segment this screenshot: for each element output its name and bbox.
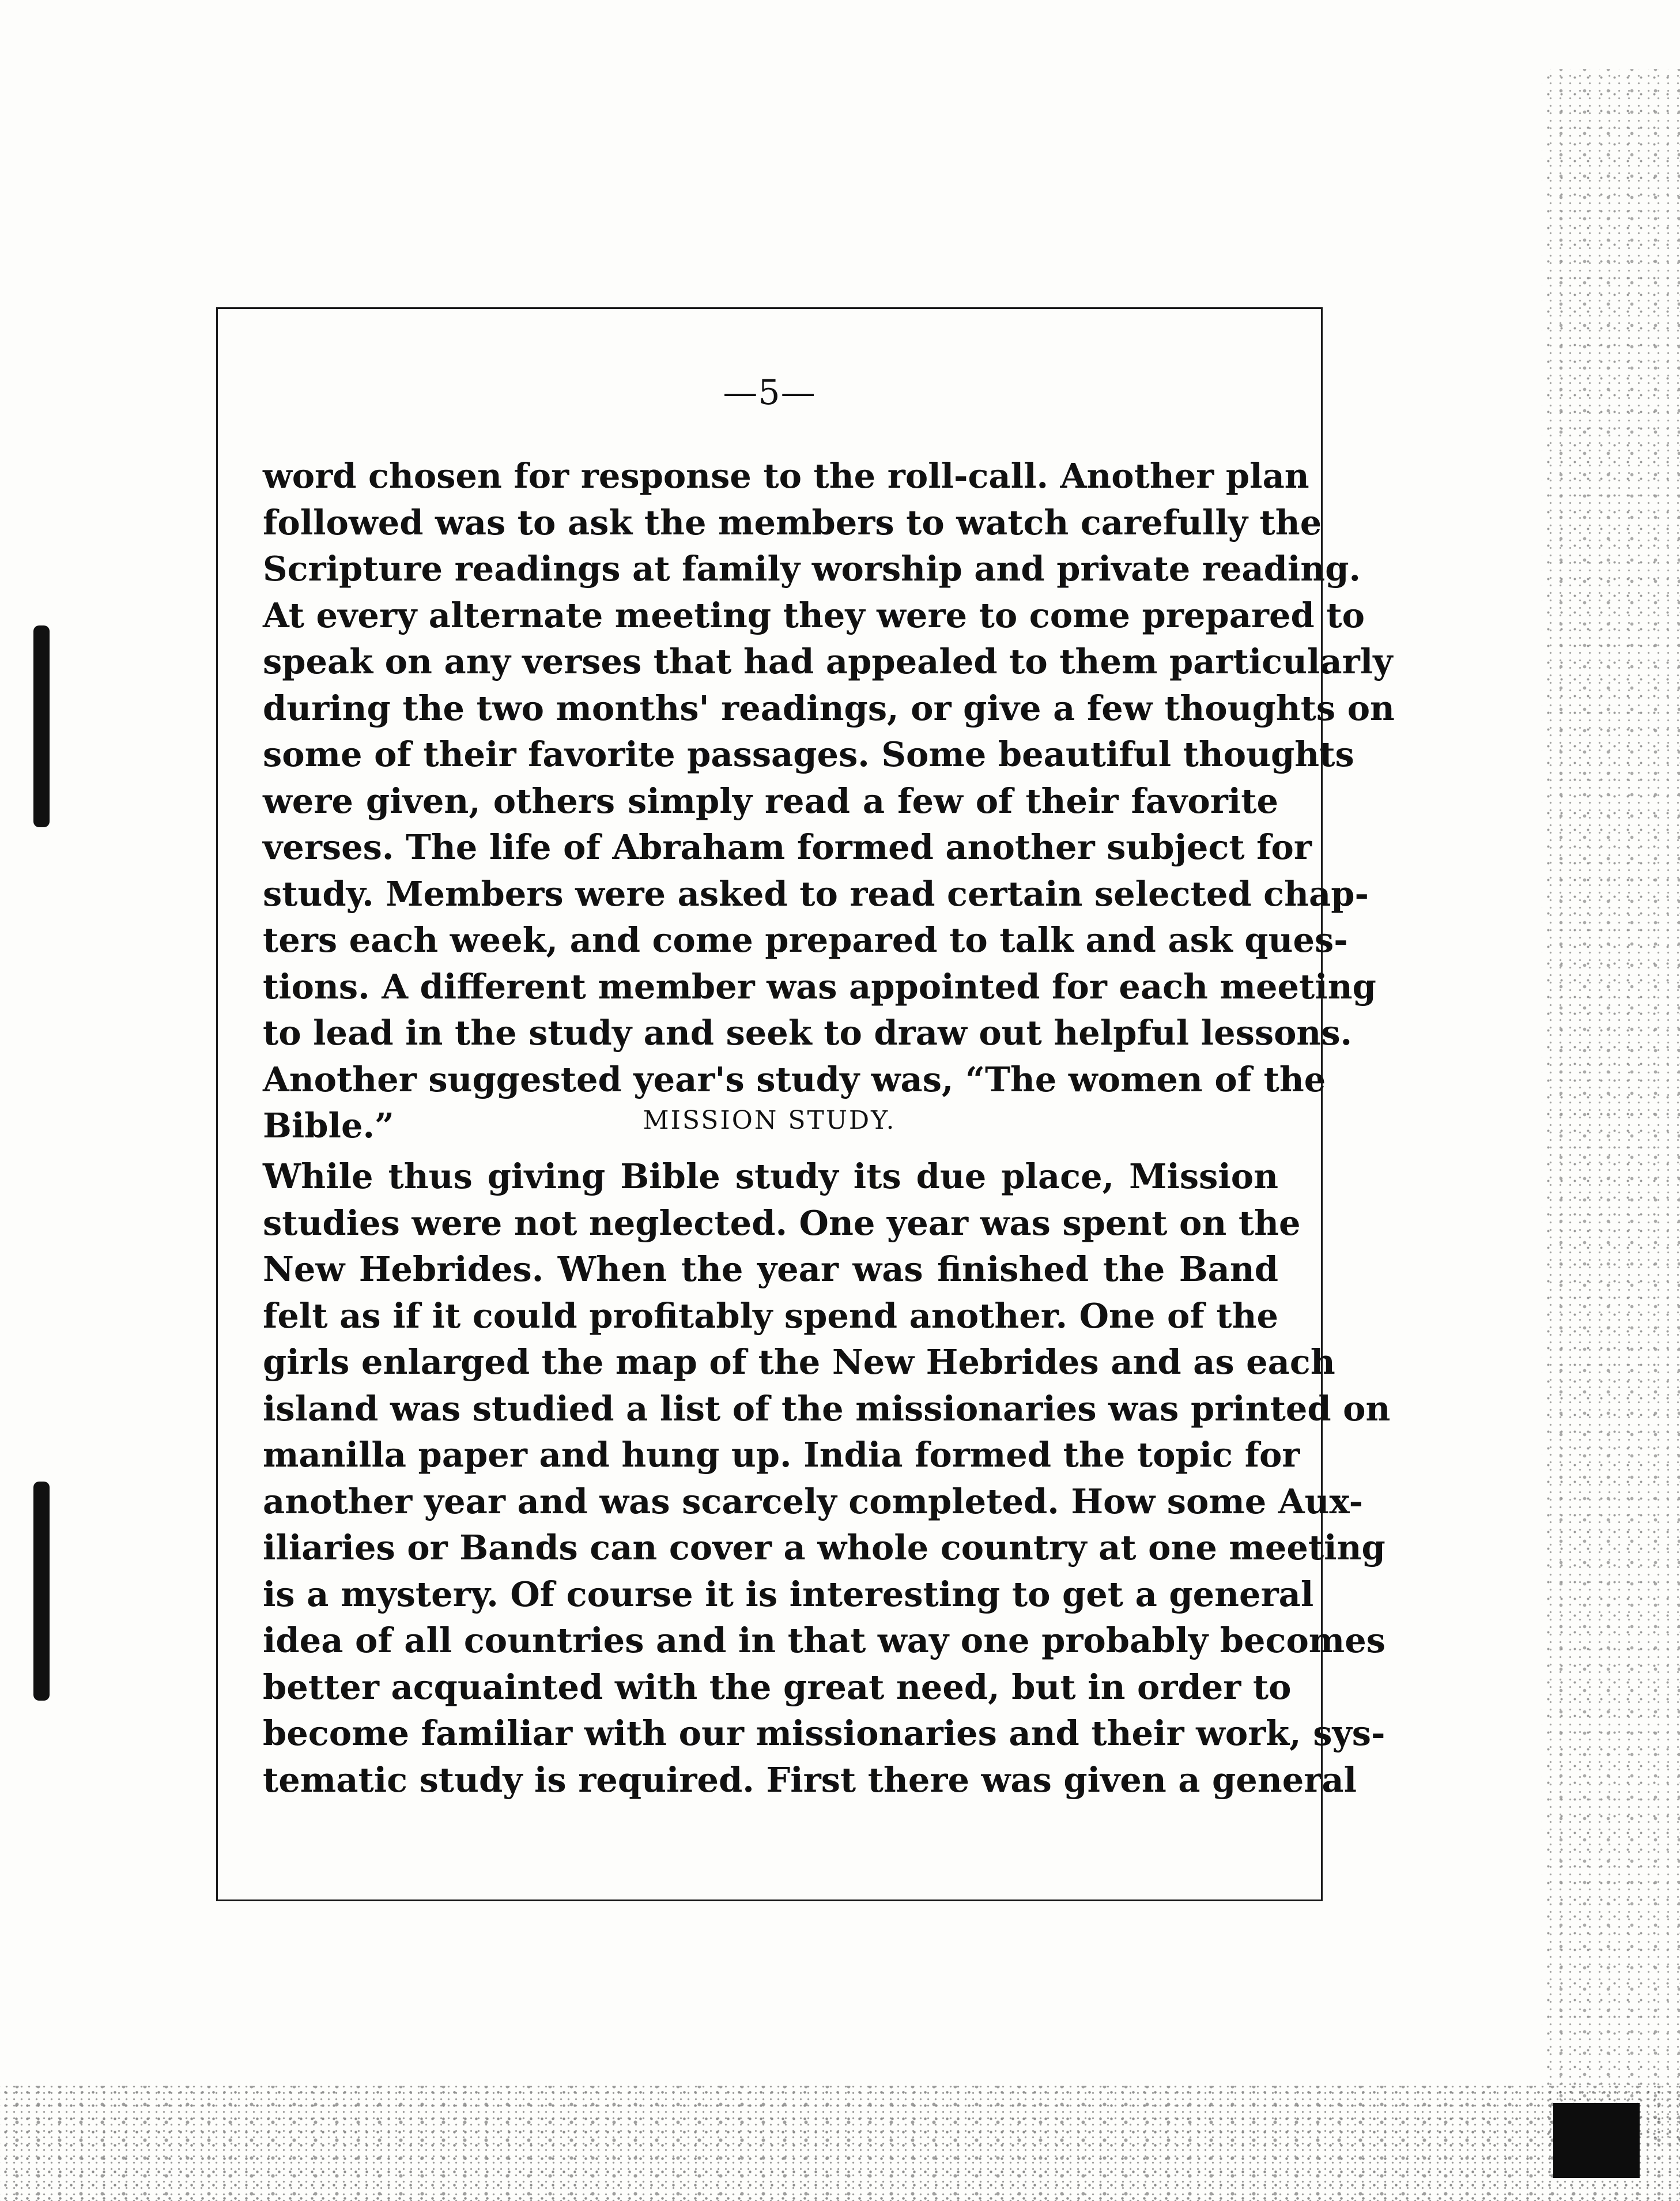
scan-noise-right-edge bbox=[1542, 69, 1680, 2145]
text-line: idea of all countries and in that way one probably becomes bbox=[263, 1620, 1385, 1660]
text-line: followed was to ask the members to watch carefully the bbox=[263, 502, 1322, 542]
text-line: manilla paper and hung up. India formed the topic for bbox=[263, 1435, 1300, 1475]
binding-mark-lower bbox=[33, 1482, 50, 1701]
scan-noise-bottom-edge bbox=[0, 2086, 1680, 2201]
text-line: iliaries or Bands can cover a whole country at one meeting bbox=[263, 1528, 1385, 1567]
page-number: —5— bbox=[723, 372, 816, 413]
text-line: another year and was scarcely completed. How some Aux- bbox=[263, 1481, 1364, 1521]
scan-dark-corner bbox=[1553, 2103, 1640, 2178]
text-line: to lead in the study and seek to draw out helpful lessons. bbox=[263, 1013, 1353, 1053]
text-line: better acquainted with the great need, but in order to bbox=[263, 1667, 1292, 1707]
printed-page-frame bbox=[216, 307, 1395, 1901]
text-line: felt as if it could profitably spend another. One of the bbox=[263, 1295, 1278, 1336]
text-line: study. Members were asked to read certain selected chap- bbox=[263, 873, 1369, 914]
text-line: Another suggested year's study was, “The women of the bbox=[263, 1059, 1326, 1099]
text-line: verses. The life of Abraham formed another subject for bbox=[263, 827, 1312, 867]
text-line: during the two months' readings, or give a few thoughts on bbox=[263, 688, 1395, 728]
text-line: tematic study is required. First there was given a general bbox=[263, 1759, 1357, 1800]
text-line: Scripture readings at family worship and private reading. bbox=[263, 549, 1361, 589]
text-line: word chosen for response to the roll-call. Another plan bbox=[263, 456, 1309, 496]
text-line: were given, others simply read a few of their favorite bbox=[263, 781, 1278, 821]
text-line: ters each week, and come prepared to talk and ask ques- bbox=[263, 920, 1348, 960]
text-line: New Hebrides. When the year was finished the Band bbox=[263, 1249, 1278, 1289]
text-line: While thus giving Bible study its due place, Mission bbox=[263, 1156, 1278, 1196]
text-line: tions. A different member was appointed for each meeting bbox=[263, 966, 1376, 1007]
text-line: studies were not neglected. One year was spent on the bbox=[263, 1203, 1301, 1243]
binding-mark-upper bbox=[33, 625, 50, 827]
text-line: girls enlarged the map of the New Hebrides and as each bbox=[263, 1342, 1335, 1382]
text-line: At every alternate meeting they were to come prepared to bbox=[263, 595, 1365, 635]
text-line: some of their favorite passages. Some beautiful thoughts bbox=[263, 734, 1354, 774]
text-line: become familiar with our missionaries and their work, sys- bbox=[263, 1713, 1385, 1753]
paragraph-mission-study bbox=[263, 1154, 1391, 1803]
text-line: speak on any verses that had appealed to them particularly bbox=[263, 642, 1393, 681]
text-line: Bible.” bbox=[263, 1106, 394, 1145]
section-heading: MISSION STUDY. bbox=[643, 1106, 896, 1135]
text-line: island was studied a list of the missionaries was printed on bbox=[263, 1388, 1391, 1429]
paragraph-bible-study bbox=[263, 453, 1395, 1150]
text-line: is a mystery. Of course it is interesting to get a general bbox=[263, 1574, 1314, 1614]
